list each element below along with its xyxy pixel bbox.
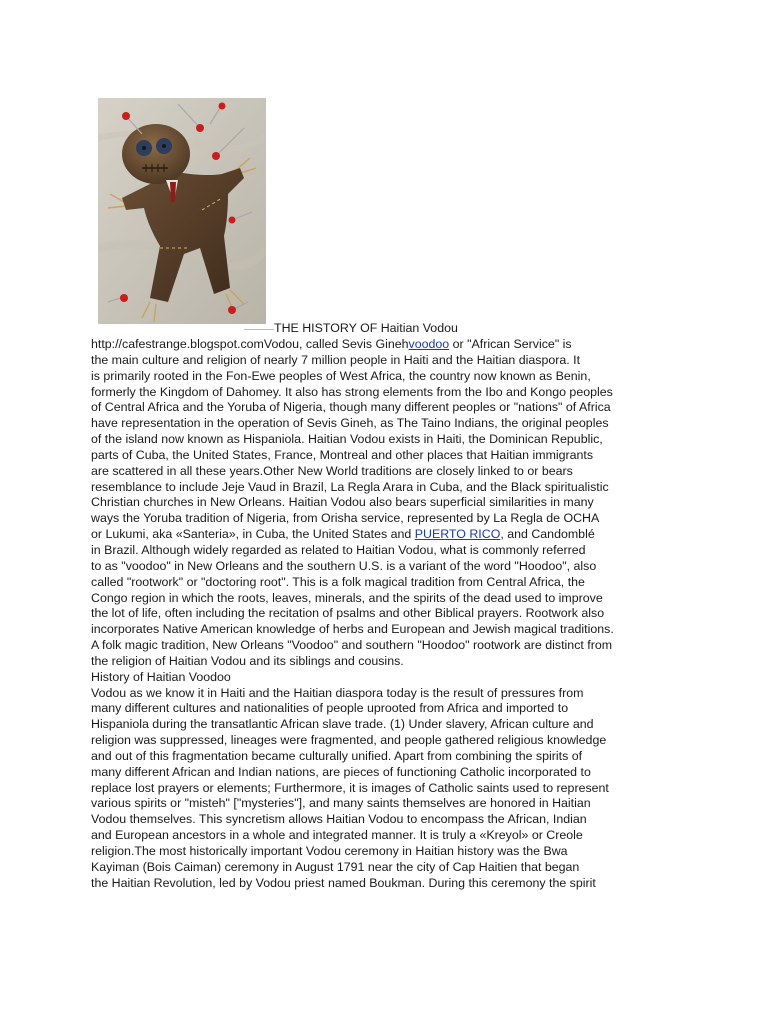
text-line: and out of this fragmentation became culturally unified. Apart from combining the spirits of [91, 748, 583, 763]
text-line: Hispaniola during the transatlantic African slave trade. (1) Under slavery, African culture and [91, 717, 594, 732]
text-line: the Haitian Revolution, led by Vodou priest named Boukman. During this ceremony the spirit [91, 875, 596, 890]
text-line: Kayiman (Bois Caiman) ceremony in August 1791 near the city of Cap Haitien that began [91, 859, 580, 874]
text-line: Christian churches in New Orleans. Haitian Vodou also bears superficial similarities in many [91, 495, 594, 510]
text-line: http://cafestrange.blogspot.comVodou, called Sevis Ginehvoodoo or "African Service" is [91, 337, 572, 351]
voodoo-doll-image [98, 98, 266, 324]
text-line: Vodou as we know it in Haiti and the Haitian diaspora today is the result of pressures from [91, 685, 584, 700]
text-line: Congo region in which the roots, leaves, minerals, and the spirits of the dead used to improve [91, 590, 603, 605]
text-line: is primarily rooted in the Fon-Ewe peoples of West Africa, the country now known as Benin, [91, 368, 591, 383]
document-title-line [244, 321, 458, 337]
text-line: and European ancestors in a whole and integrated manner. It is truly a «Kreyol» or Creole [91, 828, 583, 843]
text-line: religion was suppressed, lineages were fragmented, and people gathered religious knowledge [91, 733, 607, 748]
title-underline-spacer [244, 328, 274, 330]
section-heading: History of Haitian Voodoo [91, 669, 231, 684]
text-line: of the island now known as Hispaniola. Haitian Vodou exists in Haiti, the Dominican Republic, [91, 432, 603, 447]
text-line: various spirits or "misteh" ["mysteries"], and many saints themselves are honored in Haitian [91, 796, 591, 811]
text-line: resemblance to include Jeje Vaud in Brazil, La Regla Arara in Cuba, and the Black spiritualistic [91, 479, 609, 494]
text-line: are scattered in all these years.Other New World traditions are closely linked to or bears [91, 463, 573, 478]
text-line: replace lost prayers or elements; Furthermore, it is images of Catholic saints used to represent [91, 780, 609, 795]
text-line: parts of Cuba, the United States, France, Montreal and other places that Haitian immigrants [91, 447, 594, 462]
text-line: the main culture and religion of nearly 7 million people in Haiti and the Haitian diaspora. It [91, 352, 581, 367]
document-title: THE HISTORY OF Haitian Vodou [274, 321, 458, 335]
puerto-rico-link[interactable]: PUERTO RICO [414, 527, 501, 542]
text-line: or Lukumi, aka «Santeria», in Cuba, the United States and PUERTO RICO, and Candomblé [91, 527, 595, 542]
text-line: A folk magic tradition, New Orleans "Voodoo" and southern "Hoodoo" rootwork are distinct from [91, 638, 613, 653]
text-line: the lot of life, often including the recitation of psalms and other Biblical prayers. Rootwork also [91, 606, 605, 621]
text-line: Vodou themselves. This syncretism allows Haitian Vodou to encompass the African, Indian [91, 812, 587, 827]
text-line: religion.The most historically important Vodou ceremony in Haitian history was the Bwa [91, 844, 568, 858]
text-line: to as "voodoo" in New Orleans and the southern U.S. is a variant of the word "Hoodoo", also [91, 558, 597, 573]
text-line: many different African and Indian nations, are pieces of functioning Catholic incorporated to [91, 764, 591, 779]
text-line: the religion of Haitian Vodou and its siblings and cousins. [91, 653, 404, 668]
text-line: in Brazil. Although widely regarded as related to Haitian Vodou, what is commonly referred [91, 542, 586, 557]
text-line: many different cultures and nationalities of people uprooted from Africa and imported to [91, 701, 569, 716]
text-line: ways the Yoruba tradition of Nigeria, from Orisha service, represented by La Regla de OCHA [91, 511, 600, 526]
text-line: incorporates Native American knowledge of herbs and European and Jewish magical traditions. [91, 622, 614, 637]
text-line: have representation in the operation of Sevis Gineh, as The Taino Indians, the original peoples [91, 416, 609, 431]
article-body [91, 337, 691, 892]
text-line: formerly the Kingdom of Dahomey. It also has strong elements from the Ibo and Kongo peoples [91, 384, 613, 399]
text-line: of Central Africa and the Yoruba of Nigeria, though many different peoples or "nations" of Africa [91, 400, 611, 415]
text-line: called "rootwork" or "doctoring root". This is a folk magical tradition from Central Africa, the [91, 574, 585, 589]
voodoo-link[interactable]: voodoo [408, 337, 450, 351]
